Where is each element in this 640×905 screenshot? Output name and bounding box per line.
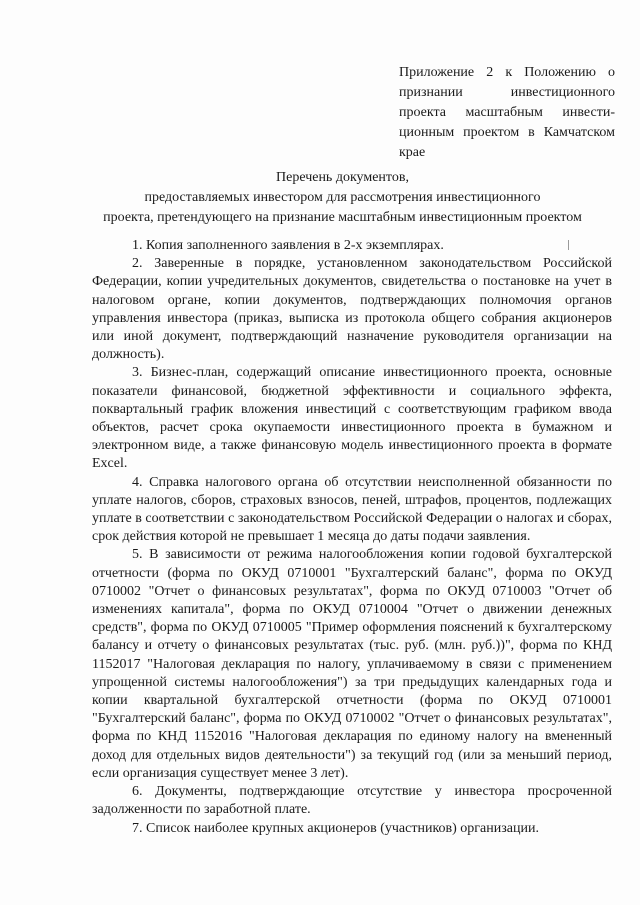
document-list (92, 237, 612, 838)
list-item-1: 1. Копия заполненного заявления в 2-х экземплярах. (132, 238, 444, 253)
list-item-3: 3. Бизнес-план, содержащий описание инвестиционного проекта, основные показатели финансовой, бюджетной эффективности и социального эффекта, поквартальный график вложения инвестиций с соответствующим графиком ввода объектов, расчет срока окупаемости инвестиционного проекта в бумажном и электронном виде, а также финансовую модель инвестиционного проекта в формате Excel. (92, 365, 612, 472)
list-item-4: 4. Справка налогового органа об отсутствии неисполненной обязанности по уплате налогов, сборов, страховых взносов, пеней, штрафов, процентов, подлежащих уплате в соответствии с законодательством Российской Федерации о налогах и сборах, срок действия которой не превышает 1 месяца до даты подачи заявления. (92, 474, 612, 545)
appendix-note: Приложение 2 к Положению о признании инвестиционного проекта масштабным инвестиционным проектом в Камчатском крае (399, 65, 615, 160)
heading-line-3: проекта, претендующего на признание масштабным инвестиционным проектом (103, 210, 582, 225)
list-item-6: 6. Документы, подтверждающие отсутствие у инвестора просроченной задолженности по заработной плате. (92, 784, 612, 818)
heading-line-1: Перечень документов, (276, 170, 409, 185)
heading-line-2: предоставляемых инвестором для рассмотрения инвестиционного (144, 190, 541, 205)
list-item-7: 7. Список наиболее крупных акционеров (участников) организации. (132, 820, 539, 836)
list-item-2: 2. Заверенные в порядке, установленном законодательством Российской Федерации, копии учредительных документов, свидетельства о постановке на учет в налоговом органе, копии документов, подтверждающих полномочия органов управления инвестора (приказ, выписка из протокола общего собрания акционеров или иной документ, подтверждающий назначение руководителя организации на должность). (92, 256, 612, 363)
document-heading (70, 168, 615, 228)
list-item-5: 5. В зависимости от режима налогообложения копии годовой бухгалтерской отчетности (форма по ОКУД 0710001 "Бухгалтерский баланс", форма по ОКУД 0710002 "Отчет о финансовых результатах", форма по ОКУД 0710003 "Отчет об изменениях капитала", форма по ОКУД 0710004 "Отчет о движении денежных средств", форма по ОКУД 0710005 "Пример оформления пояснений к бухгалтерскому балансу и отчету о финансовых результатах (тыс. руб. (млн. руб.))", форма по КНД 1152017 "Налоговая декларация по налогу, уплачиваемому в связи с применением упрощенной системы налогообложения") за три предыдущих календарных года и копии квартальной бухгалтерской отчетности (форма по ОКУД 0710001 "Бухгалтерский баланс", форма по ОКУД 0710002 "Отчет о финансовых результатах", форма по КНД 1152016 "Налоговая декларация по единому налогу на вмененный доход для отдельных видов деятельности") за текущий год (или за меньший период, если организация существует менее 3 лет). (92, 547, 612, 781)
